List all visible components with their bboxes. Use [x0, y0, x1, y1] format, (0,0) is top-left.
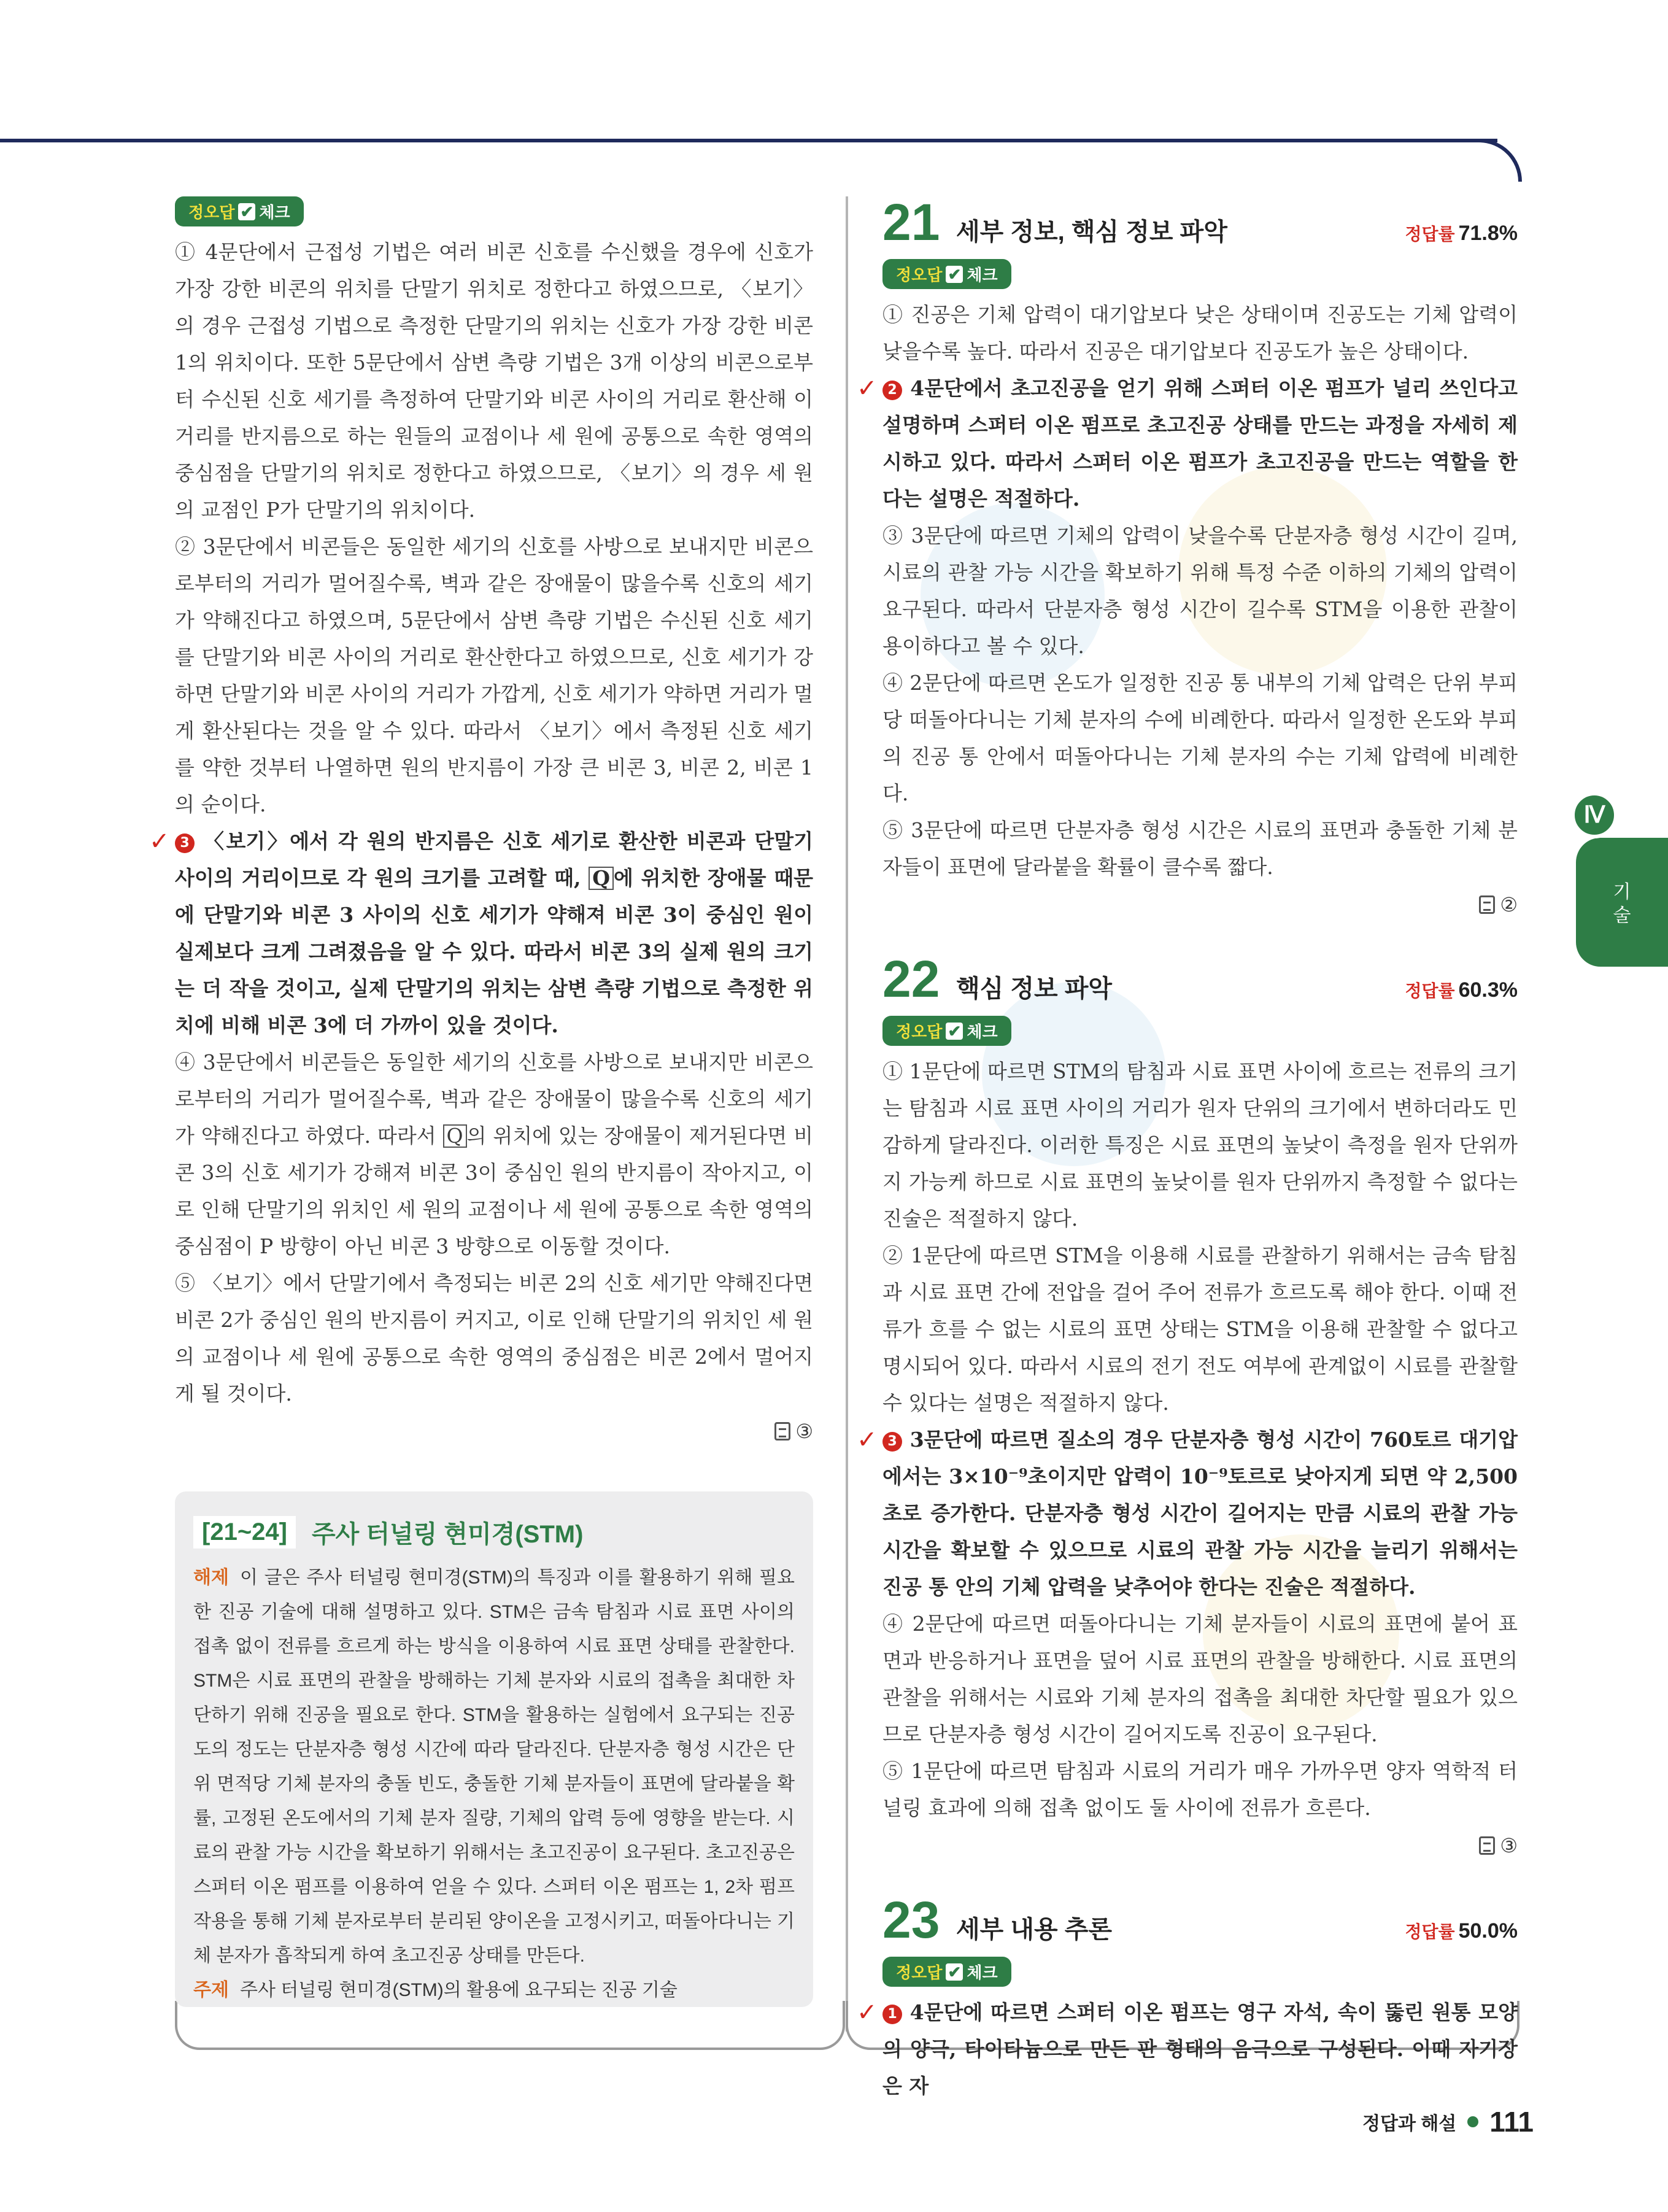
left-column: [149, 196, 813, 1443]
badge-label: 정오답: [896, 266, 943, 284]
question-number: 23: [882, 1891, 940, 1949]
answer-check-badge: [882, 1016, 1011, 1046]
correct-check-icon: ✓: [857, 1426, 878, 1454]
rate-label: 정답률: [1405, 1922, 1455, 1941]
badge-label: 정오답: [896, 1963, 943, 1982]
answer-check-badge: [882, 259, 1011, 289]
header-rule-corner: [1473, 139, 1522, 182]
item-text: 〈보기〉에서 각 원의 반지름은 신호 세기로 환산한 비콘과 단말기 사이의 거리이므로 각 원의 크기를 고려할 때,: [175, 829, 813, 890]
section-tab-label: 기술: [1613, 882, 1631, 926]
badge-check-label: 체크: [259, 203, 290, 222]
correct-explanation-item: [857, 1994, 1518, 2105]
page-footer: [1362, 2105, 1534, 2138]
correct-rate: [1405, 1919, 1518, 1943]
item-text: 4문단에서 초고진공을 얻기 위해 스퍼터 이온 펌프가 널리 쓰인다고 설명하며 스퍼터 이온 펌프로 초고진공 상태를 만드는 과정을 자세히 제시하고 있다. 따라서 스퍼터 이온 펌프가 초고진공을 만드는 역할을 한다는 설명은 적절하다.: [882, 376, 1518, 511]
correct-explanation-item: [149, 823, 813, 1044]
haeje-label: 해제: [193, 1568, 229, 1588]
check-icon: ✔: [946, 1023, 963, 1040]
item-text: 4문단에 따르면 스퍼터 이온 펌프는 영구 자석, 속이 뚫린 원통 모양의 양극, 타이타늄으로 만든 판 형태의 음극으로 구성된다. 이때 자기장은 자: [882, 2000, 1518, 2098]
haeje-text: 이 글은 주사 터널링 현미경(STM)의 특징과 이를 활용하기 위해 필요한 진공 기술에 대해 설명하고 있다. STM은 금속 탐침과 시료 표면 사이의 접촉 없이 전류를 흐르게 하는 방식을 이용하여 시료 표면 상태를 관찰한다. STM은 시료 표면의 관찰을 방해하는 기체 분자와 시료의 접촉을 최대한 차단하기 위해 진공을 필요로 한다. STM을 활용하는 실험에서 요구되는 진공도의 정도는 단분자층 형성 시간에 따라 달라진다. 단분자층 형성 시간은 단위 면적당 기체 분자의 충돌 빈도, 충돌한 기체 분자들이 표면에 달라붙을 확률, 고정된 온도에서의 기체 분자 질량, 기체의 압력 등에 영향을 받는다. 시료의 관찰 가능 시간을 확보하기 위해서는 초고진공이 요구된다. 초고진공은 스퍼터 이온 펌프를 이용하여 얻을 수 있다. 스퍼터 이온 펌프는 1, 2차 펌프 작용을 통해 기체 분자로부터 분리된 양이온을 고정시키고, 떠돌아다니는 기체 분자가 흡착되게 하여 초고진공 상태를 만든다.: [193, 1568, 795, 1966]
rate-value: 60.3%: [1458, 978, 1518, 1002]
answer-line: [882, 893, 1518, 916]
juje-text: 주사 터널링 현미경(STM)의 활용에 요구되는 진공 기술: [239, 1980, 678, 2000]
answer-value: ③: [795, 1420, 813, 1443]
answer-line: [175, 1420, 813, 1443]
badge-check-label: 체크: [967, 1023, 998, 1041]
answer-number-marker: 3: [882, 1432, 902, 1452]
answer-number-marker: 3: [175, 833, 195, 853]
question-header-22: [882, 950, 1518, 1008]
question-header-21: [882, 193, 1518, 251]
check-icon: ✔: [238, 203, 255, 220]
question-range: [21~24]: [193, 1516, 296, 1549]
juje-label: 주제: [193, 1980, 229, 2000]
rate-value: 50.0%: [1458, 1919, 1518, 1943]
header-rule: [0, 139, 1497, 142]
badge-check-label: 체크: [967, 266, 998, 284]
haeje-paragraph: [193, 1561, 795, 1973]
explanation-item: ① 4문단에서 근접성 기법은 여러 비콘 신호를 수신했을 경우에 신호가 가장 강한 비콘의 위치를 단말기 위치로 정한다고 하였으므로, 〈보기〉의 경우 근접성 기법으로 측정한 단말기의 위치는 신호가 가장 강한 비콘 1의 위치이다. 또한 5문단에서 삼변 측량 기법은 3개 이상의 비콘으로부터 수신된 신호 세기를 측정하여 단말기와 비콘 사이의 거리로 환산해 이 거리를 반지름으로 하는 원들의 교점이나 세 원에 공통으로 속한 영역의 중심점을 단말기의 위치로 정한다고 하였으므로, 〈보기〉의 경우 세 원의 교점인 P가 단말기의 위치이다.: [175, 240, 813, 522]
question-title: 세부 내용 추론: [956, 1916, 1113, 1943]
passage-title: 주사 터널링 현미경(STM): [311, 1521, 584, 1548]
check-icon: ✔: [946, 1963, 963, 1981]
item-text: 에 위치한 장애물 때문에 단말기와 비콘 3 사이의 신호 세기가 약해져 비콘 3이 중심인 원이 실제보다 크게 그려졌음을 알 수 있다. 따라서 비콘 3의 실제 원의 크기는 더 작을 것이고, 실제 단말기의 위치는 삼변 측량 기법으로 측정한 위치에 비해 비콘 3에 더 가까이 있을 것이다.: [175, 866, 813, 1037]
answer-line: [882, 1834, 1518, 1857]
rate-label: 정답률: [1405, 225, 1455, 244]
question-title: 핵심 정보 파악: [956, 975, 1113, 1002]
answer-icon: [774, 1422, 790, 1441]
answer-check-badge: [882, 1957, 1011, 1987]
answer-value: ③: [1500, 1834, 1518, 1857]
q-box-label: Q: [589, 867, 614, 890]
answer-value: ②: [1500, 893, 1518, 916]
juje-paragraph: [193, 1973, 795, 2008]
explanation-item: ④ 2문단에 따르면 온도가 일정한 진공 통 내부의 기체 압력은 단위 부피당 떠돌아다니는 기체 분자의 수에 비례한다. 따라서 일정한 온도와 부피의 진공 통 안에서 떠돌아다니는 기체 분자의 수는 기체 압력에 비례한다.: [882, 671, 1518, 805]
column-frame-left: [175, 2001, 845, 2050]
correct-rate: [1405, 221, 1518, 246]
footer-label: 정답과 해설: [1362, 2114, 1457, 2134]
rate-value: 71.8%: [1458, 222, 1518, 245]
correct-check-icon: ✓: [149, 827, 170, 856]
section-tab[interactable]: [1576, 838, 1668, 967]
footer-dot: [1467, 2116, 1478, 2127]
explanation-item: ④ 2문단에 따르면 떠돌아다니는 기체 분자들이 시료의 표면에 붙어 표면과 반응하거나 표면을 덮어 시료 표면의 관찰을 방해한다. 시료 표면의 관찰을 위해서는 시료와 기체 분자의 접촉을 최대한 차단할 필요가 있으므로 단분자층 형성 시간이 길어지도록 진공이 요구된다.: [882, 1612, 1518, 1746]
explanation-item: ⑤ 〈보기〉에서 단말기에서 측정되는 비콘 2의 신호 세기만 약해진다면 비콘 2가 중심인 원의 반지름이 커지고, 이로 인해 단말기의 위치인 세 원의 교점이나 세 원에 공통으로 속한 영역의 중심점은 비콘 2에서 멀어지게 될 것이다.: [175, 1271, 813, 1406]
explanation-item: ② 1문단에 따르면 STM을 이용해 시료를 관찰하기 위해서는 금속 탐침과 시료 표면 간에 전압을 걸어 주어 전류가 흐르도록 해야 한다. 이때 전류가 흐를 수 없는 시료의 표면 상태는 STM을 이용해 관찰할 수 없다고 명시되어 있다. 따라서 시료의 전기 전도 여부에 관계없이 시료를 관찰할 수 있다는 설명은 적절하지 않다.: [882, 1243, 1518, 1415]
explanation-item: ① 1문단에 따르면 STM의 탐침과 시료 표면 사이에 흐르는 전류의 크기는 탐침과 시료 표면 사이의 거리가 원자 단위의 크기에서 변하더라도 민감하게 달라진다. 이러한 특징은 시료 표면의 높낮이 측정을 원자 단위까지 가능케 하므로 시료 표면의 높낮이를 원자 단위까지 측정할 수 없다는 진술은 적절하지 않다.: [882, 1059, 1518, 1231]
question-title: 세부 정보, 핵심 정보 파악: [956, 218, 1227, 246]
correct-explanation-item: [857, 370, 1518, 517]
item-text: 의 위치에 있는 장애물이 제거된다면 비콘 3의 신호 세기가 강해져 비콘 3이 중심인 원의 반지름이 작아지고, 이로 인해 단말기의 위치인 세 원의 교점이나 세 원에 공통으로 속한 영역의 중심점이 P 방향이 아닌 비콘 3 방향으로 이동할 것이다.: [175, 1124, 813, 1258]
answer-icon: [1479, 895, 1495, 914]
explanation-item: ① 진공은 기체 압력이 대기압보다 낮은 상태이며 진공도는 기체 압력이 낮을수록 높다. 따라서 진공은 대기압보다 진공도가 높은 상태이다.: [882, 303, 1518, 363]
item-text: 3문단에 따르면 질소의 경우 단분자층 형성 시간이 760토르 대기압에서는 3×10⁻⁹초이지만 압력이 10⁻⁹토르로 낮아지게 되면 약 2,500초로 증가한다. 단분자층 형성 시간이 길어지는 만큼 시료의 관찰 가능 시간을 확보할 수 있으므로 시료의 관찰 가능 시간을 늘리기 위해서는 진공 통 안의 기체 압력을 낮추어야 한다는 진술은 적절하다.: [882, 1428, 1518, 1599]
section-roman-numeral: Ⅳ: [1571, 792, 1618, 838]
passage-summary-box: [175, 1491, 813, 2007]
correct-rate: [1405, 978, 1518, 1002]
column-divider: [846, 196, 848, 2032]
badge-label: 정오답: [188, 203, 235, 222]
correct-check-icon: ✓: [857, 374, 878, 403]
correct-check-icon: ✓: [857, 1998, 878, 2027]
question-header-23: [882, 1891, 1518, 1949]
explanation-item: ⑤ 1문단에 따르면 탐침과 시료의 거리가 매우 가까우면 양자 역학적 터널링 효과에 의해 접촉 없이도 둘 사이에 전류가 흐른다.: [882, 1759, 1518, 1820]
q-box-label: Q: [443, 1124, 467, 1148]
badge-check-label: 체크: [967, 1963, 998, 1982]
answer-icon: [1479, 1836, 1495, 1855]
explanation-item: ⑤ 3문단에 따르면 단분자층 형성 시간은 시료의 표면과 충돌한 기체 분자들이 표면에 달라붙을 확률이 클수록 짧다.: [882, 818, 1518, 879]
answer-number-marker: 1: [882, 2005, 902, 2024]
badge-label: 정오답: [896, 1023, 943, 1041]
page-number: 111: [1489, 2106, 1534, 2138]
question-number: 21: [882, 193, 940, 251]
question-number: 22: [882, 950, 940, 1008]
explanation-item: ② 3문단에서 비콘들은 동일한 세기의 신호를 사방으로 보내지만 비콘으로부터의 거리가 멀어질수록, 벽과 같은 장애물이 많을수록 신호의 세기가 약해진다고 하였으며, 5문단에서 삼변 측량 기법은 수신된 신호 세기를 단말기와 비콘 사이의 거리로 환산한다고 하였으므로, 신호 세기가 강하면 단말기와 비콘 사이의 거리가 가깝게, 신호 세기가 약하면 거리가 멀게 환산된다는 것을 알 수 있다. 따라서 〈보기〉에서 측정된 신호 세기를 약한 것부터 나열하면 원의 반지름이 가장 큰 비콘 3, 비콘 2, 비콘 1의 순이다.: [175, 535, 813, 816]
explanation-item: ③ 3문단에 따르면 기체의 압력이 낮을수록 단분자층 형성 시간이 길며, 시료의 관찰 가능 시간을 확보하기 위해 특정 수준 이하의 기체의 압력이 요구된다. 따라서 단분자층 형성 시간이 길수록 STM을 이용한 관찰이 용이하다고 볼 수 있다.: [882, 524, 1518, 658]
check-icon: ✔: [946, 266, 963, 283]
right-column: [857, 193, 1518, 2105]
item-text: ④ 3문단에서 비콘들은 동일한 세기의 신호를 사방으로 보내지만 비콘으로부터의 거리가 멀어질수록, 벽과 같은 장애물이 많을수록 신호의 세기가 약해진다고 하였다. 따라서: [175, 1050, 813, 1148]
rate-label: 정답률: [1405, 981, 1455, 1000]
answer-check-badge: [175, 196, 304, 226]
answer-number-marker: 2: [882, 381, 902, 400]
explanation-item: [175, 1044, 813, 1265]
correct-explanation-item: [857, 1421, 1518, 1606]
